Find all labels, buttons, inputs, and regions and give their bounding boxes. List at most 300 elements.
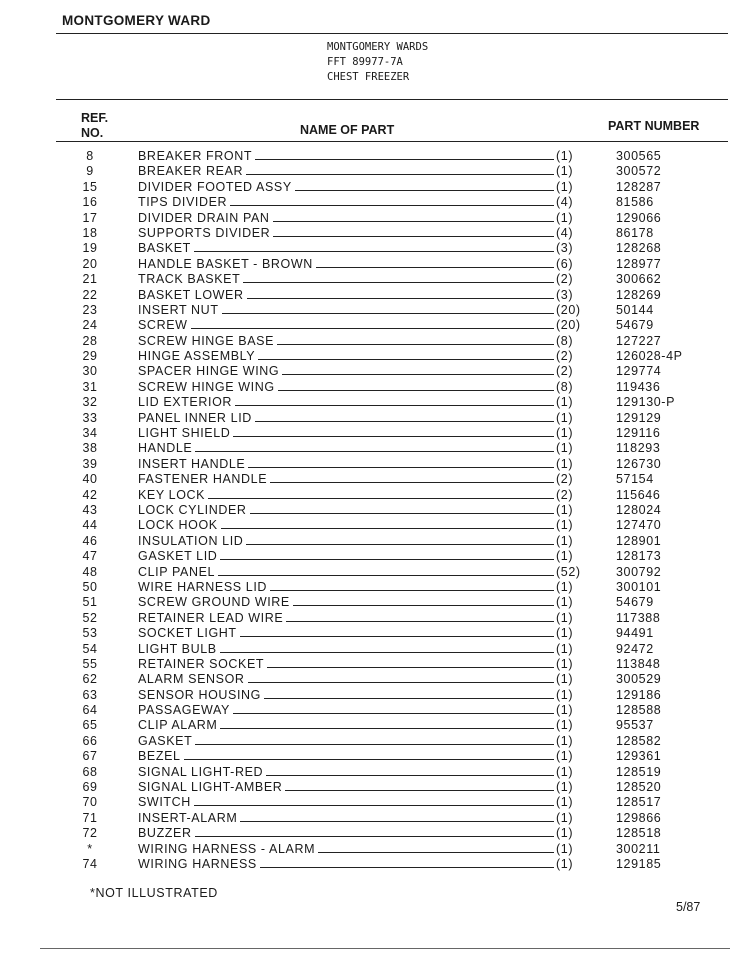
table-row xyxy=(0,179,750,194)
part-name-cell xyxy=(138,518,556,532)
part-number: 129129 xyxy=(616,410,662,425)
quantity: (1) xyxy=(556,672,574,687)
table-row xyxy=(0,641,750,656)
part-name: WIRING HARNESS xyxy=(138,856,257,871)
ref-number: 53 xyxy=(82,626,98,641)
table-row xyxy=(0,548,750,563)
table-row xyxy=(0,287,750,302)
ref-number: 40 xyxy=(82,472,98,487)
part-number: 300572 xyxy=(616,164,662,179)
part-name-cell xyxy=(138,318,556,332)
part-name: KEY LOCK xyxy=(138,487,206,502)
leader-line xyxy=(267,667,554,668)
ref-number: 62 xyxy=(82,672,98,687)
ref-number: 63 xyxy=(82,687,98,702)
part-name-cell xyxy=(138,149,556,163)
part-name-cell xyxy=(138,241,556,255)
ref-number: 74 xyxy=(82,856,98,871)
doc-info-line: CHEST FREEZER xyxy=(327,71,410,83)
quantity: (1) xyxy=(556,687,574,702)
part-number: 128582 xyxy=(616,733,662,748)
ref-number: 21 xyxy=(82,272,98,287)
leader-line xyxy=(270,590,554,591)
ref-number: 16 xyxy=(82,195,98,210)
ref-number: 42 xyxy=(82,487,98,502)
quantity: (1) xyxy=(556,441,574,456)
quantity: (2) xyxy=(556,472,574,487)
leader-line xyxy=(247,298,554,299)
ref-number: 18 xyxy=(82,225,98,240)
table-row xyxy=(0,456,750,471)
part-name: PASSAGEWAY xyxy=(138,703,230,718)
leader-line xyxy=(240,821,554,822)
ref-number: 39 xyxy=(82,456,98,471)
part-number: 128901 xyxy=(616,533,662,548)
ref-number: 46 xyxy=(82,533,98,548)
ref-number: 65 xyxy=(82,718,98,733)
table-row xyxy=(0,764,750,779)
table-row xyxy=(0,225,750,240)
leader-line xyxy=(221,528,554,529)
quantity: (4) xyxy=(556,225,574,240)
ref-number: 52 xyxy=(82,610,98,625)
part-number: 128977 xyxy=(616,256,662,271)
leader-line xyxy=(194,805,554,806)
leader-line xyxy=(220,728,554,729)
part-number: 129866 xyxy=(616,810,662,825)
part-name: LID EXTERIOR xyxy=(138,395,233,410)
quantity: (1) xyxy=(556,626,574,641)
part-number: 86178 xyxy=(616,225,654,240)
leader-line xyxy=(270,482,554,483)
part-name-cell xyxy=(138,688,556,702)
part-name: INSERT-ALARM xyxy=(138,810,238,825)
quantity: (1) xyxy=(556,410,574,425)
table-row xyxy=(0,564,750,579)
leader-line xyxy=(233,436,554,437)
part-name-cell xyxy=(138,195,556,209)
ref-number: 15 xyxy=(82,179,98,194)
table-row xyxy=(0,533,750,548)
part-number: 300211 xyxy=(616,841,661,856)
table-row xyxy=(0,625,750,640)
quantity: (2) xyxy=(556,272,574,287)
table-row xyxy=(0,256,750,271)
quantity: (1) xyxy=(556,703,574,718)
ref-number: 64 xyxy=(82,703,98,718)
quantity: (1) xyxy=(556,533,574,548)
table-row xyxy=(0,348,750,363)
brand-title: MONTGOMERY WARD xyxy=(62,13,211,28)
column-header-part-number: PART NUMBER xyxy=(608,119,700,133)
ref-number: 23 xyxy=(82,302,98,317)
part-name: CLIP ALARM xyxy=(138,718,218,733)
part-name-cell xyxy=(138,611,556,625)
part-name: BUZZER xyxy=(138,826,192,841)
ref-number: 22 xyxy=(82,287,98,302)
quantity: (2) xyxy=(556,364,574,379)
ref-number: 29 xyxy=(82,349,98,364)
table-row xyxy=(0,779,750,794)
quantity: (1) xyxy=(556,826,574,841)
part-name-cell xyxy=(138,441,556,455)
leader-line xyxy=(293,605,554,606)
leader-line xyxy=(295,190,554,191)
leader-line xyxy=(318,852,554,853)
part-name: SWITCH xyxy=(138,795,191,810)
leader-line xyxy=(240,636,554,637)
ref-number: 44 xyxy=(82,518,98,533)
part-number: 129186 xyxy=(616,687,662,702)
quantity: (1) xyxy=(556,810,574,825)
part-number: 50144 xyxy=(616,302,654,317)
part-name-cell xyxy=(138,226,556,240)
leader-line xyxy=(218,575,554,576)
ref-number: * xyxy=(87,841,93,856)
part-name-cell xyxy=(138,257,556,271)
doc-info-line: MONTGOMERY WARDS xyxy=(327,41,429,53)
part-name: TRACK BASKET xyxy=(138,272,241,287)
part-name-cell xyxy=(138,765,556,779)
ref-number: 33 xyxy=(82,410,98,425)
ref-number: 30 xyxy=(82,364,98,379)
quantity: (1) xyxy=(556,749,574,764)
table-row xyxy=(0,425,750,440)
part-name-cell xyxy=(138,534,556,548)
part-number: 128517 xyxy=(616,795,662,810)
part-name-cell xyxy=(138,857,556,871)
quantity: (1) xyxy=(556,795,574,810)
part-number: 128519 xyxy=(616,764,662,779)
part-number: 128287 xyxy=(616,179,662,194)
part-number: 54679 xyxy=(616,595,654,610)
part-name-cell xyxy=(138,411,556,425)
part-name-cell xyxy=(138,180,556,194)
part-name: SCREW xyxy=(138,318,188,333)
table-row xyxy=(0,471,750,486)
ref-number: 55 xyxy=(82,656,98,671)
leader-line xyxy=(208,498,554,499)
ref-number: 51 xyxy=(82,595,98,610)
quantity: (1) xyxy=(556,595,574,610)
table-row xyxy=(0,379,750,394)
table-row xyxy=(0,163,750,178)
leader-line xyxy=(277,344,554,345)
part-number: 128588 xyxy=(616,703,662,718)
leader-line xyxy=(184,759,554,760)
leader-line xyxy=(235,405,554,406)
leader-line xyxy=(273,236,554,237)
column-header-ref xyxy=(81,111,108,141)
leader-line xyxy=(246,544,554,545)
leader-line xyxy=(255,421,554,422)
ref-number: 20 xyxy=(82,256,98,271)
table-row xyxy=(0,656,750,671)
bottom-divider xyxy=(40,948,730,949)
table-row xyxy=(0,810,750,825)
quantity: (4) xyxy=(556,195,574,210)
ref-number: 69 xyxy=(82,780,98,795)
leader-line xyxy=(246,174,554,175)
part-number: 128269 xyxy=(616,287,662,302)
leader-line xyxy=(191,328,554,329)
table-row xyxy=(0,841,750,856)
part-name: SENSOR HOUSING xyxy=(138,687,261,702)
ref-number: 67 xyxy=(82,749,98,764)
part-name: LIGHT BULB xyxy=(138,641,217,656)
part-name: HANDLE BASKET - BROWN xyxy=(138,256,313,271)
table-top-divider xyxy=(56,99,728,100)
quantity: (1) xyxy=(556,164,574,179)
part-name-cell xyxy=(138,626,556,640)
table-row xyxy=(0,671,750,686)
leader-line xyxy=(278,390,554,391)
part-number: 129130-P xyxy=(616,395,676,410)
ref-number: 34 xyxy=(82,426,98,441)
part-name: INSERT HANDLE xyxy=(138,456,246,471)
quantity: (1) xyxy=(556,764,574,779)
part-name-cell xyxy=(138,826,556,840)
part-name: SCREW HINGE BASE xyxy=(138,333,275,348)
ref-number: 24 xyxy=(82,318,98,333)
ref-number: 71 xyxy=(82,810,98,825)
part-number: 129361 xyxy=(616,749,662,764)
table-row xyxy=(0,825,750,840)
leader-line xyxy=(195,744,554,745)
part-name: WIRE HARNESS LID xyxy=(138,579,268,594)
part-name-cell xyxy=(138,349,556,363)
table-row xyxy=(0,717,750,732)
part-name-cell xyxy=(138,672,556,686)
table-row xyxy=(0,333,750,348)
quantity: (1) xyxy=(556,656,574,671)
ref-number: 31 xyxy=(82,379,98,394)
part-name: RETAINER SOCKET xyxy=(138,656,265,671)
ref-number: 38 xyxy=(82,441,98,456)
quantity: (1) xyxy=(556,733,574,748)
table-row xyxy=(0,317,750,332)
part-number: 300662 xyxy=(616,272,662,287)
part-name: BEZEL xyxy=(138,749,181,764)
part-number: 94491 xyxy=(616,626,654,641)
part-number: 129185 xyxy=(616,856,662,871)
part-name: BASKET xyxy=(138,241,191,256)
part-name: SUPPORTS DIVIDER xyxy=(138,225,271,240)
part-name: LIGHT SHIELD xyxy=(138,426,231,441)
part-number: 117388 xyxy=(616,610,661,625)
leader-line xyxy=(230,205,554,206)
quantity: (1) xyxy=(556,210,574,225)
part-name: SIGNAL LIGHT-RED xyxy=(138,764,264,779)
part-number: 57154 xyxy=(616,472,654,487)
part-name-cell xyxy=(138,488,556,502)
footnote: *NOT ILLUSTRATED xyxy=(90,886,218,900)
part-name-cell xyxy=(138,811,556,825)
part-name: HINGE ASSEMBLY xyxy=(138,349,256,364)
part-number: 300529 xyxy=(616,672,662,687)
doc-info-line: FFT 89977-7A xyxy=(327,56,403,68)
part-name-cell xyxy=(138,211,556,225)
part-name-cell xyxy=(138,749,556,763)
table-row xyxy=(0,502,750,517)
quantity: (1) xyxy=(556,610,574,625)
part-name-cell xyxy=(138,503,556,517)
part-name: PANEL INNER LID xyxy=(138,410,252,425)
leader-line xyxy=(243,282,554,283)
table-row xyxy=(0,394,750,409)
quantity: (1) xyxy=(556,456,574,471)
ref-number: 48 xyxy=(82,564,98,579)
header-divider xyxy=(56,33,728,34)
part-name-cell xyxy=(138,164,556,178)
part-name-cell xyxy=(138,303,556,317)
leader-line xyxy=(220,559,554,560)
part-name-cell xyxy=(138,842,556,856)
leader-line xyxy=(260,867,554,868)
part-name-cell xyxy=(138,426,556,440)
part-number: 126730 xyxy=(616,456,662,471)
table-row xyxy=(0,487,750,502)
quantity: (1) xyxy=(556,549,574,564)
quantity: (1) xyxy=(556,841,574,856)
leader-line xyxy=(248,682,554,683)
ref-number: 32 xyxy=(82,395,98,410)
table-row xyxy=(0,210,750,225)
table-row xyxy=(0,440,750,455)
column-header-name: NAME OF PART xyxy=(300,123,395,137)
table-row xyxy=(0,856,750,871)
part-name-cell xyxy=(138,472,556,486)
part-number: 127227 xyxy=(616,333,662,348)
quantity: (20) xyxy=(556,302,581,317)
ref-number: 47 xyxy=(82,549,98,564)
leader-line xyxy=(264,698,554,699)
quantity: (1) xyxy=(556,579,574,594)
part-name-cell xyxy=(138,395,556,409)
part-number: 128173 xyxy=(616,549,662,564)
part-name: RETAINER LEAD WIRE xyxy=(138,610,284,625)
part-name-cell xyxy=(138,380,556,394)
part-number: 127470 xyxy=(616,518,662,533)
table-row xyxy=(0,702,750,717)
quantity: (6) xyxy=(556,256,574,271)
quantity: (1) xyxy=(556,426,574,441)
leader-line xyxy=(255,159,554,160)
ref-number: 8 xyxy=(86,149,94,163)
part-name-cell xyxy=(138,780,556,794)
part-number: 128268 xyxy=(616,241,662,256)
part-name-cell xyxy=(138,703,556,717)
part-name: SIGNAL LIGHT-AMBER xyxy=(138,780,283,795)
leader-line xyxy=(285,790,554,791)
table-row xyxy=(0,148,750,163)
part-number: 54679 xyxy=(616,318,654,333)
document-info xyxy=(327,40,428,85)
part-name: BREAKER REAR xyxy=(138,164,244,179)
part-name: HANDLE xyxy=(138,441,193,456)
part-name: FASTENER HANDLE xyxy=(138,472,268,487)
part-name: GASKET LID xyxy=(138,549,218,564)
quantity: (8) xyxy=(556,379,574,394)
leader-line xyxy=(194,251,554,252)
part-name: BASKET LOWER xyxy=(138,287,244,302)
leader-line xyxy=(258,359,554,360)
part-number: 300565 xyxy=(616,149,662,163)
part-name-cell xyxy=(138,795,556,809)
ref-number: 43 xyxy=(82,502,98,517)
part-name: GASKET xyxy=(138,733,193,748)
part-number: 129774 xyxy=(616,364,662,379)
part-number: 81586 xyxy=(616,195,654,210)
part-number: 128520 xyxy=(616,780,662,795)
ref-number: 28 xyxy=(82,333,98,348)
part-name: DIVIDER FOOTED ASSY xyxy=(138,179,292,194)
part-name: CLIP PANEL xyxy=(138,564,216,579)
quantity: (3) xyxy=(556,287,574,302)
part-number: 128518 xyxy=(616,826,662,841)
ref-number: 70 xyxy=(82,795,98,810)
quantity: (1) xyxy=(556,780,574,795)
part-name-cell xyxy=(138,549,556,563)
part-name-cell xyxy=(138,734,556,748)
table-row xyxy=(0,302,750,317)
part-name-cell xyxy=(138,642,556,656)
part-number: 128024 xyxy=(616,502,662,517)
table-row xyxy=(0,240,750,255)
part-name-cell xyxy=(138,457,556,471)
part-name: SCREW HINGE WING xyxy=(138,379,275,394)
ref-number: 68 xyxy=(82,764,98,779)
leader-line xyxy=(266,775,554,776)
quantity: (1) xyxy=(556,856,574,871)
part-name-cell xyxy=(138,272,556,286)
leader-line xyxy=(220,652,554,653)
ref-number: 72 xyxy=(82,826,98,841)
table-header-divider xyxy=(56,141,728,142)
part-number: 300101 xyxy=(616,579,662,594)
ref-number: 54 xyxy=(82,641,98,656)
table-row xyxy=(0,194,750,209)
part-name: INSULATION LID xyxy=(138,533,244,548)
part-name: INSERT NUT xyxy=(138,302,219,317)
leader-line xyxy=(282,374,554,375)
leader-line xyxy=(250,513,554,514)
part-number: 115646 xyxy=(616,487,661,502)
part-name: SCREW GROUND WIRE xyxy=(138,595,290,610)
quantity: (20) xyxy=(556,318,581,333)
leader-line xyxy=(195,451,554,452)
quantity: (8) xyxy=(556,333,574,348)
table-row xyxy=(0,517,750,532)
ref-number: 50 xyxy=(82,579,98,594)
part-name: TIPS DIVIDER xyxy=(138,195,228,210)
table-row xyxy=(0,687,750,702)
part-name: SPACER HINGE WING xyxy=(138,364,280,379)
table-row xyxy=(0,733,750,748)
part-name: ALARM SENSOR xyxy=(138,672,245,687)
part-name-cell xyxy=(138,580,556,594)
quantity: (3) xyxy=(556,241,574,256)
leader-line xyxy=(195,836,554,837)
quantity: (2) xyxy=(556,487,574,502)
part-name: SOCKET LIGHT xyxy=(138,626,237,641)
part-number: 129066 xyxy=(616,210,662,225)
ref-number: 19 xyxy=(82,241,98,256)
part-name: DIVIDER DRAIN PAN xyxy=(138,210,270,225)
leader-line xyxy=(286,621,554,622)
quantity: (52) xyxy=(556,564,581,579)
part-number: 92472 xyxy=(616,641,654,656)
